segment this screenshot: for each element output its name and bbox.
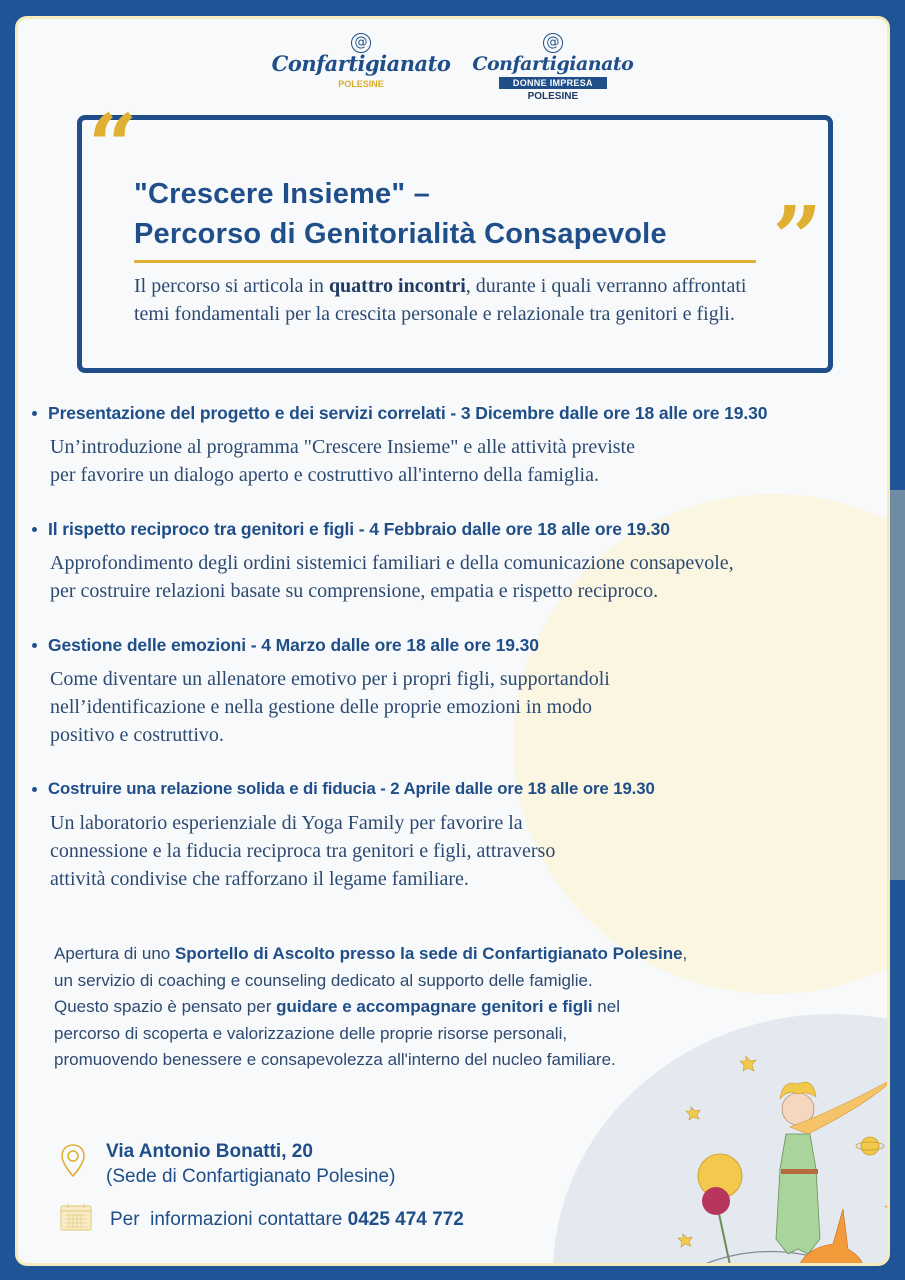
- text: percorso di scoperta e valorizzazione delle proprie risorse personali,: [54, 1023, 568, 1043]
- event-item: [32, 633, 882, 749]
- info-label: Per informazioni contattare: [110, 1208, 348, 1230]
- text-bold: Sportello di Ascolto presso la sede di Confartigianato Polesine: [174, 944, 683, 963]
- bullet-icon: [32, 411, 37, 416]
- desc-line: Approfondimento degli ordini sistemici familiari e della comunicazione consapevole,: [50, 552, 734, 574]
- desc-line: positivo e costruttivo.: [50, 724, 224, 746]
- logo-sub: POLESINE: [338, 79, 384, 89]
- info-line: [110, 1209, 464, 1231]
- event-item: [32, 777, 882, 893]
- at-symbol-icon: @: [543, 33, 563, 53]
- flyer-page: [15, 16, 890, 1266]
- text-bold: guidare e accompagnare genitori e figli: [276, 997, 593, 1016]
- event-list: [32, 401, 882, 915]
- event-title: Costruire una relazione solida e di fiducia - 2 Aprile dalle ore 18 alle ore 19.30: [48, 779, 655, 798]
- desc-line: Un laboratorio esperienziale di Yoga Family per favorire la: [50, 812, 523, 834]
- bullet-icon: [32, 527, 37, 532]
- desc-line: per costruire relazioni basate su comprensione, empatia e rispetto reciproco.: [50, 580, 659, 602]
- text: Apertura di uno: [54, 944, 175, 963]
- event-title: Il rispetto reciproco tra genitori e figli - 4 Febbraio dalle ore 18 alle ore 19.30: [48, 519, 670, 539]
- event-description: [50, 809, 882, 893]
- desc-line: per favorire un dialogo aperto e costruttivo all'interno della famiglia.: [50, 464, 599, 486]
- bullet-icon: [32, 787, 37, 792]
- text: un servizio di coaching e counseling dedicato al supporto delle famiglie.: [54, 970, 593, 990]
- logo-donne-impresa: [472, 33, 633, 102]
- event-item: [32, 401, 882, 489]
- event-description: [50, 665, 882, 749]
- address-note: (Sede di Confartigianato Polesine): [106, 1166, 396, 1187]
- intro-text: [134, 272, 774, 328]
- desc-line: nell’identificazione e nella gestione delle proprie emozioni in modo: [50, 696, 593, 718]
- logo-confartigianato-polesine: [272, 33, 451, 102]
- desc-line: connessione e la fiducia reciproca tra genitori e figli, attraverso: [50, 840, 556, 862]
- title-line-2: Percorso di Genitorialità Consapevole: [134, 218, 667, 250]
- title-line-1: "Crescere Insieme" –: [134, 178, 430, 210]
- text: nel: [592, 997, 620, 1016]
- frame-tint: [890, 490, 905, 880]
- text: Questo spazio è pensato per: [54, 997, 277, 1016]
- text: promuovendo benessere e consapevolezza all'interno del nucleo familiare.: [54, 1050, 616, 1069]
- desc-line: Come diventare un allenatore emotivo per i propri figli, supportandoli: [50, 668, 610, 690]
- contact-block: [60, 1139, 464, 1236]
- at-symbol-icon: @: [351, 33, 371, 53]
- text: ,: [682, 944, 688, 963]
- open-quote-icon: “: [88, 96, 138, 197]
- calendar-icon: [60, 1203, 92, 1236]
- logo-bar: [18, 33, 887, 102]
- intro-bold: quattro incontri: [328, 275, 466, 297]
- intro-pre: Il percorso si articola in: [134, 275, 329, 297]
- title-underline: [134, 260, 756, 263]
- event-item: [32, 517, 882, 605]
- intro-post: , durante i quali verranno affrontati temi fondamentali per la crescita personale e relazionale tra genitori e figli.: [134, 275, 747, 325]
- event-description: [50, 549, 882, 605]
- close-quote-icon: ”: [772, 188, 822, 289]
- address: Via Antonio Bonatti, 20: [106, 1141, 313, 1162]
- logo-band: DONNE IMPRESA: [499, 77, 607, 89]
- event-title: Presentazione del progetto e dei servizi correlati - 3 Dicembre dalle ore 18 alle ore 19.30: [48, 403, 768, 423]
- event-description: [50, 433, 882, 489]
- desc-line: attività condivise che rafforzano il legame familiare.: [50, 868, 469, 890]
- event-title: Gestione delle emozioni - 4 Marzo dalle ore 18 alle ore 19.30: [48, 635, 539, 655]
- bullet-icon: [32, 643, 37, 648]
- map-pin-icon: [60, 1143, 86, 1184]
- page-title: [134, 174, 667, 254]
- logo-name: Confartigianato: [271, 51, 451, 76]
- desc-line: Un’introduzione al programma "Crescere Insieme" e alle attività previste: [50, 436, 635, 458]
- phone-number: 0425 474 772: [347, 1208, 464, 1230]
- little-prince-illustration: [638, 1039, 890, 1266]
- logo-sub: POLESINE: [527, 91, 579, 102]
- logo-name: Confartigianato: [472, 53, 634, 75]
